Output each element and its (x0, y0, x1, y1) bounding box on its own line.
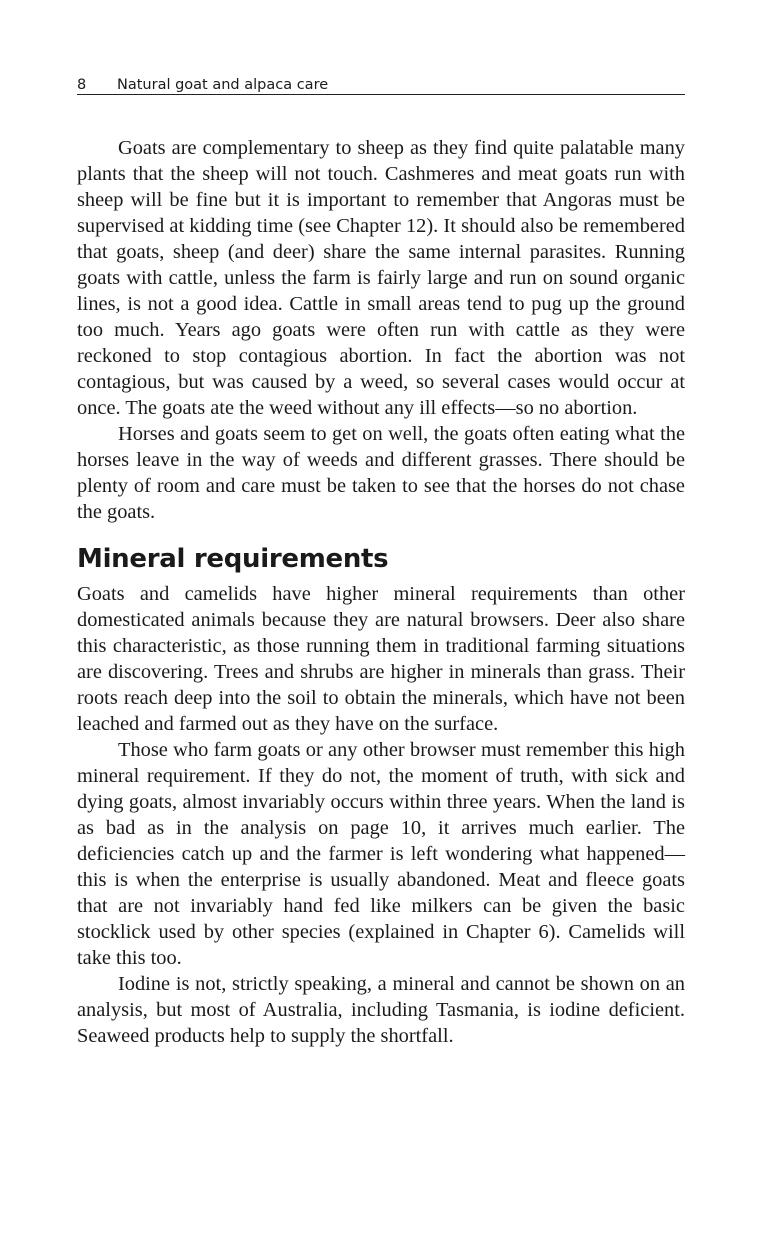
page-number: 8 (77, 77, 87, 93)
paragraph: Goats are complementary to sheep as they find quite palatable many plants that the sheep will not touch. Cashmeres and meat goats run with sheep will be fine but it is important to remember that Angoras must be supervised at kidding time (see Chapter 12). It should also be remembered that goats, sheep (and deer) share the same internal parasites. Running goats with cattle, unless the farm is fairly large and run on sound organic lines, is not a good idea. Cattle in small areas tend to pug up the ground too much. Years ago goats were often run with cattle as they were reckoned to stop contagious abortion. In fact the abortion was not contagious, but was caused by a weed, so several cases would occur at once. The goats ate the weed without any ill effects—so no abortion. (77, 137, 685, 419)
paragraph: Horses and goats seem to get on well, the goats often eating what the horses leave in the way of weeds and different grasses. There should be plenty of room and care must be taken to see that the horses do not chase the goats. (77, 423, 685, 523)
paragraph: Those who farm goats or any other browser must remember this high mineral requirement. If they do not, the moment of truth, with sick and dying goats, almost invariably occurs within three years. When the land is as bad as in the analysis on page 10, it arrives much earlier. The deficiencies catch up and the farmer is left wondering what happened—this is when the enterprise is usually abandoned. Meat and fleece goats that are not invariably hand fed like milkers can be given the basic stocklick used by other species (explained in Chapter 6). Camelids will take this too. (77, 739, 685, 969)
section-heading: Mineral requirements (77, 544, 389, 574)
paragraph: Iodine is not, strictly speaking, a mineral and cannot be shown on an analysis, but most of Australia, including Tasmania, is iodine deficient. Seaweed products help to supply the shortfall. (77, 973, 685, 1047)
paragraph: Goats and camelids have higher mineral requirements than other domesticated animals because they are natural browsers. Deer also share this characteristic, as those running them in traditional farming situations are discovering. Trees and shrubs are higher in minerals than grass. Their roots reach deep into the soil to obtain the minerals, which have not been leached and farmed out as they have on the surface. (77, 583, 685, 735)
body-text (77, 135, 685, 1049)
running-title: Natural goat and alpaca care (117, 77, 329, 93)
running-header (77, 76, 685, 95)
